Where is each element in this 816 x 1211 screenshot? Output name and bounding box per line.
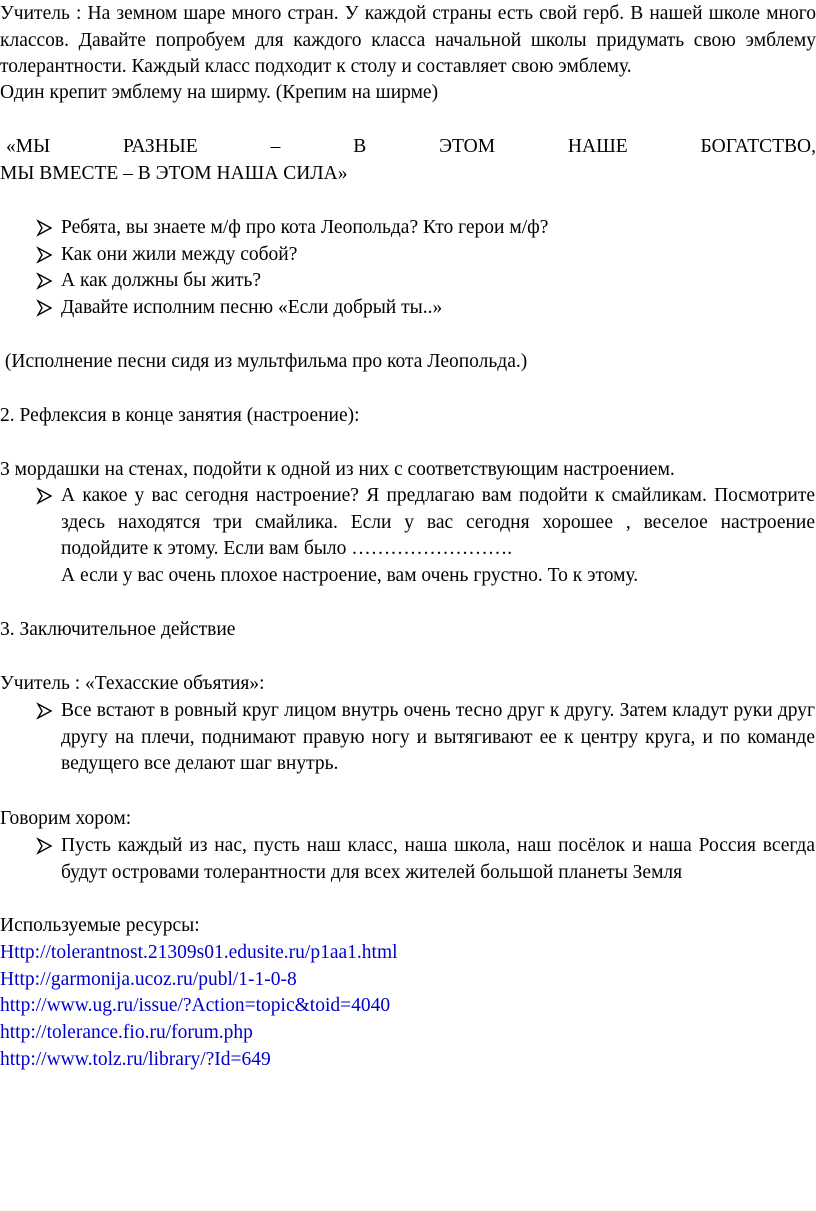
song-note: (Исполнение песни сидя из мультфильма про кота Леопольда.) — [0, 351, 528, 372]
intro-screen-line: Один крепит эмблему на ширму. (Крепим на ширме) — [0, 82, 439, 103]
arrowhead-bullet-icon — [36, 242, 54, 268]
question-text: А как должны бы жить? — [61, 270, 262, 291]
arrowhead-bullet-icon — [36, 833, 54, 859]
question-text: Ребята, вы знаете м/ф про кота Леопольда? Кто герои м/ф? — [61, 217, 549, 238]
motto-line-1: «МЫ РАЗНЫЕ – В ЭТОМ НАШЕ БОГАТСТВО, — [6, 136, 816, 157]
intro-paragraph: Учитель : На земном шаре много стран. У каждой страны есть свой герб. В нашей школе много классов. Давайте попробуем для каждого класса начальной школы придумать свою эмблему толерантности. Каждый класс подходит к столу и составляет свою эмблему. — [0, 3, 816, 77]
resource-link[interactable]: http://www.ug.ru/issue/?Action=topic&toid=4040 — [0, 995, 391, 1016]
arrowhead-bullet-icon — [36, 295, 54, 321]
arrowhead-bullet-icon — [36, 698, 54, 724]
conclusion-bullet-text: Все встают в ровный круг лицом внутрь очень тесно друг к другу. Затем кладут руки друг другу на плечи, поднимают правую ногу и вытягивают ее к центру круга, и по команде ведущего все делают шаг внутрь. — [61, 700, 815, 774]
arrowhead-bullet-icon — [36, 268, 54, 294]
motto — [0, 134, 816, 187]
conclusion-heading: 3. Заключительное действие — [0, 619, 236, 640]
chorus-label: Говорим хором: — [0, 808, 132, 829]
resource-link[interactable]: http://www.tolz.ru/library/?Id=649 — [0, 1049, 271, 1070]
arrowhead-bullet-icon — [36, 215, 54, 241]
reflection-heading: 2. Рефлексия в конце занятия (настроение): — [0, 405, 360, 426]
resources-heading: Используемые ресурсы: — [0, 915, 200, 936]
resource-link[interactable]: http://tolerance.fio.ru/forum.php — [0, 1022, 253, 1043]
question-text: Давайте исполним песню «Если добрый ты..» — [61, 297, 443, 318]
motto-line-2: МЫ ВМЕСТЕ – В ЭТОМ НАША СИЛА» — [0, 162, 348, 184]
arrowhead-bullet-icon — [36, 483, 54, 509]
question-text: Как они жили между собой? — [61, 244, 298, 265]
resource-link[interactable]: Http://garmonija.ucoz.ru/publ/1-1-0-8 — [0, 969, 297, 990]
reflection-intro: 3 мордашки на стенах, подойти к одной из них с соответствующим настроением. — [0, 459, 675, 480]
reflection-bullet-continuation: А если у вас очень плохое настроение, вам очень грустно. То к этому. — [61, 565, 639, 586]
teacher-line: Учитель : «Техасские объятия»: — [0, 673, 265, 694]
chorus-bullet-text: Пусть каждый из нас, пусть наш класс, наша школа, наш посёлок и наша Россия всегда будут островами толерантности для всех жителей большой планеты Земля — [61, 835, 815, 883]
reflection-bullet-text: А какое у вас сегодня настроение? Я предлагаю вам подойти к смайликам. Посмотрите здесь находятся три смайлика. Если у вас сегодня хорошее , веселое настроение подойдите к этому. Если вам было ……………………. — [61, 485, 815, 559]
resource-link[interactable]: Http://tolerantnost.21309s01.edusite.ru/p1aa1.html — [0, 942, 398, 963]
